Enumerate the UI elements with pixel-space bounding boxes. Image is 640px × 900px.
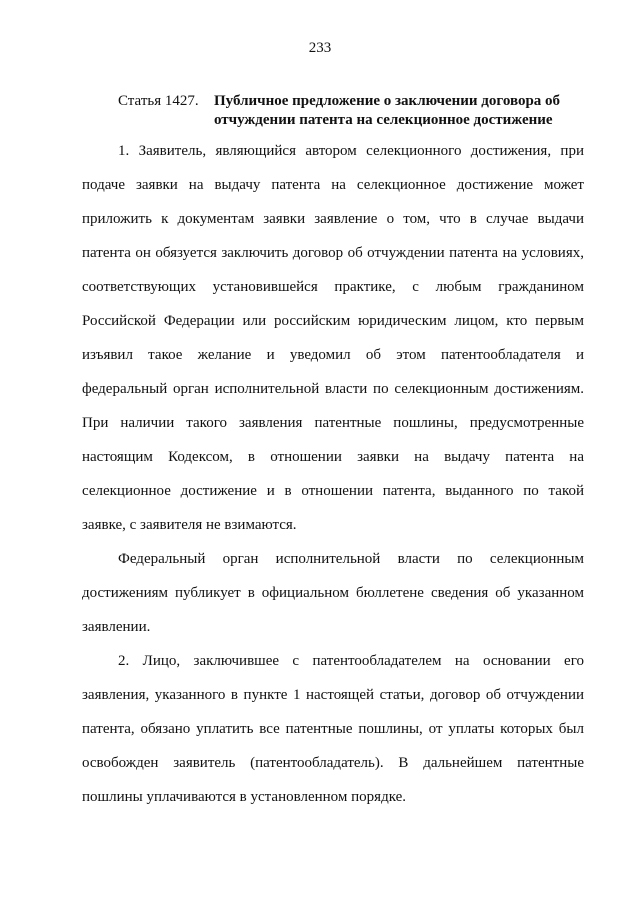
article-body	[82, 134, 584, 814]
text-line: настоящим Кодексом, в отношении заявки на выдачу патента на	[82, 449, 584, 465]
article-title-line: отчуждении патента на селекционное достижение	[214, 112, 553, 128]
text-line: селекционное достижение и в отношении патента, выданного по такой	[82, 483, 584, 499]
text-line: подаче заявки на выдачу патента на селекционное достижение может	[82, 177, 584, 193]
text-line: освобожден заявитель (патентообладатель). В дальнейшем патентные	[82, 755, 584, 771]
text-line: заявке, с заявителя не взимаются.	[82, 517, 297, 533]
text-line: изъявил такое желание и уведомил об этом патентообладателя и	[82, 347, 584, 363]
article-title-line: Публичное предложение о заключении договора об	[214, 93, 561, 109]
page-number: 233	[308, 40, 332, 56]
paragraph-1	[82, 134, 584, 542]
text-line: достижениям публикует в официальном бюллетене сведения об указанном	[82, 585, 584, 601]
text-line: Российской Федерации или российским юридическим лицом, кто первым	[82, 313, 584, 329]
text-line: патента он обязуется заключить договор об отчуждении патента на условиях,	[82, 245, 584, 261]
text-line: патента, обязано уплатить все патентные пошлины, от уплаты которых был	[82, 721, 584, 737]
text-line: Федеральный орган исполнительной власти по селекционным	[118, 551, 584, 567]
text-line: приложить к документам заявки заявление о том, что в случае выдачи	[82, 211, 584, 227]
text-line: При наличии такого заявления патентные пошлины, предусмотренные	[82, 415, 584, 431]
article-title	[214, 92, 594, 130]
text-line: соответствующих установившейся практике, с любым гражданином	[82, 279, 584, 295]
text-line: 2. Лицо, заключившее с патентообладателем на основании его	[118, 653, 584, 669]
paragraph-2	[82, 542, 584, 644]
text-line: федеральный орган исполнительной власти по селекционным достижениям.	[82, 381, 584, 397]
article-number: Статья 1427.	[118, 93, 199, 109]
text-line: 1. Заявитель, являющийся автором селекционного достижения, при	[118, 143, 584, 159]
text-line: заявления, указанного в пункте 1 настоящей статьи, договор об отчуждении	[82, 687, 584, 703]
text-line: пошлины уплачиваются в установленном порядке.	[82, 789, 407, 805]
text-line: заявлении.	[82, 619, 151, 635]
paragraph-3	[82, 644, 584, 814]
